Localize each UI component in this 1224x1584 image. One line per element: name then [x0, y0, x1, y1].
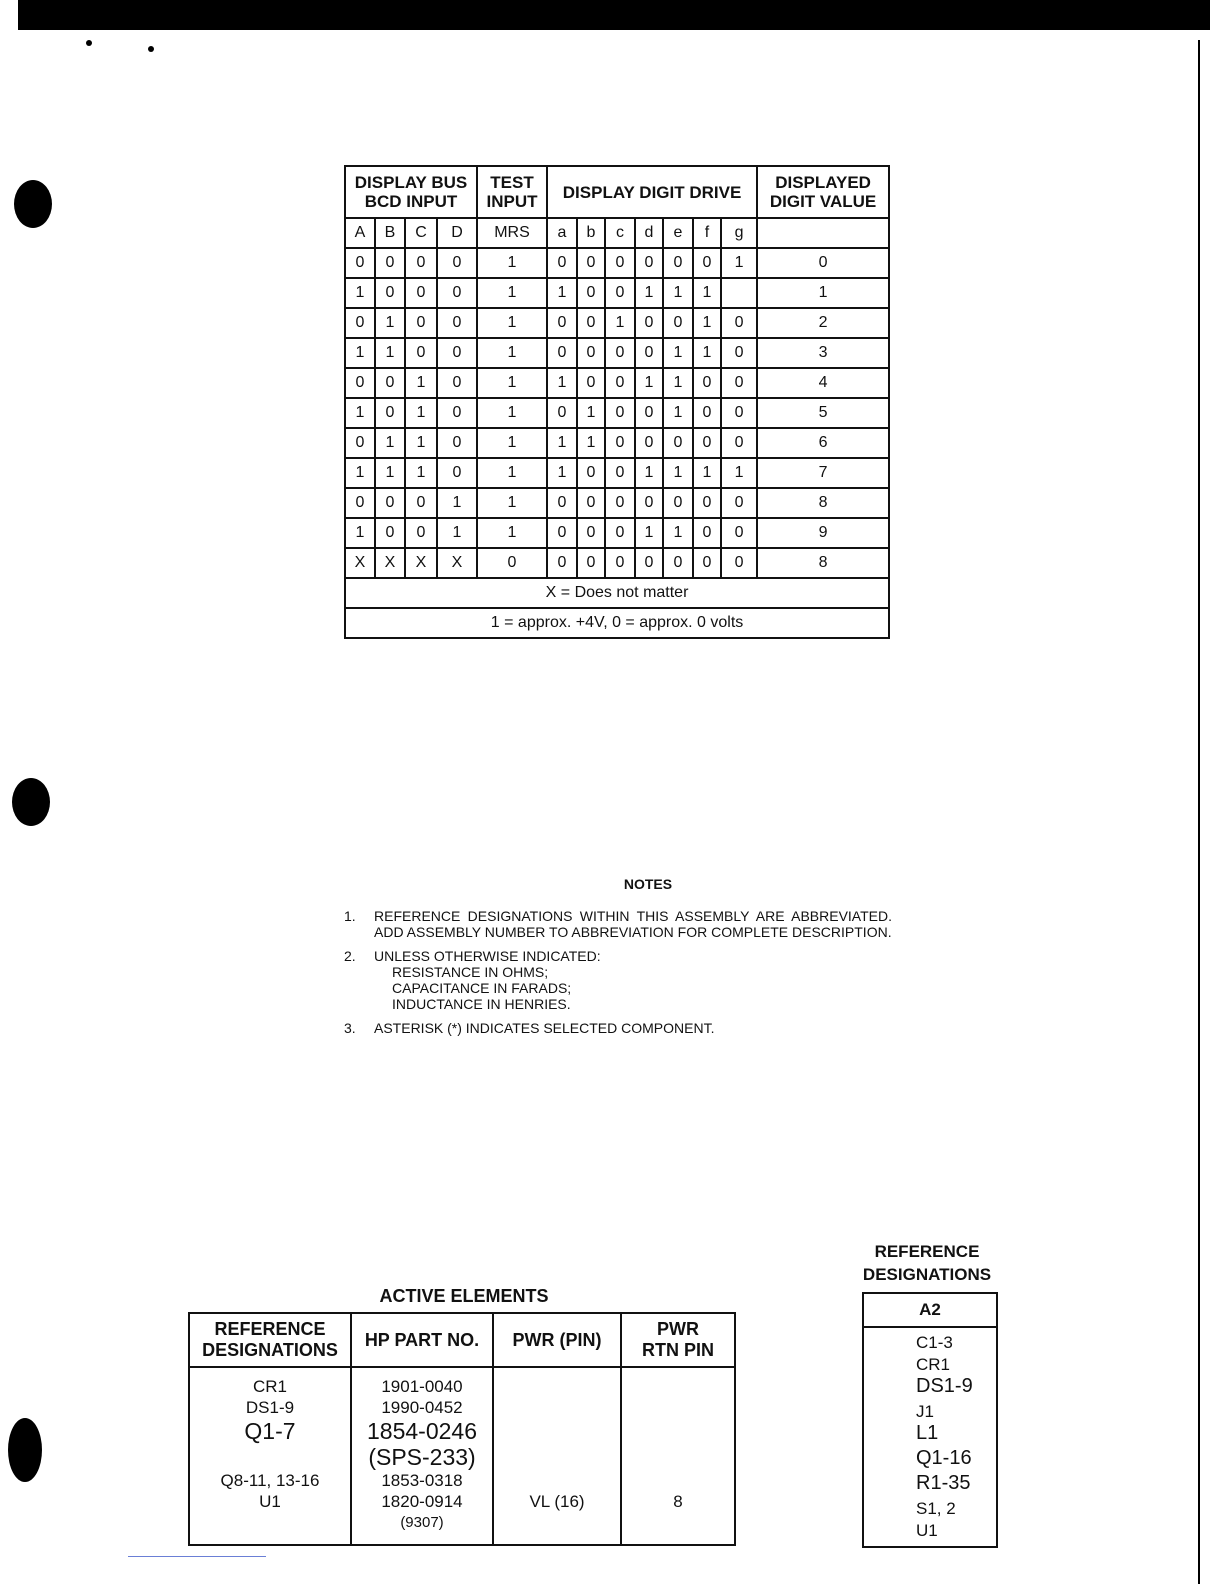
table-cell: 0 — [693, 548, 721, 578]
table-cell: 1 — [477, 308, 547, 338]
header-line: HP PART NO. — [364, 1329, 480, 1350]
pwr-pin-value: VL (16) — [529, 1492, 585, 1511]
table-cell: 0 — [605, 278, 635, 308]
column-header: f — [693, 218, 721, 248]
table-cell: 6 — [757, 428, 889, 458]
reference-item: S1, 2 — [916, 1499, 956, 1518]
table-cell: 1 — [663, 278, 693, 308]
hp-part-number: (SPS-233) — [368, 1444, 476, 1470]
table-cell: 1 — [477, 488, 547, 518]
table-cell: 1 — [477, 338, 547, 368]
table-cell: 0 — [721, 368, 757, 398]
hp-part-number: 1901-0040 — [381, 1377, 463, 1396]
table-cell: 0 — [405, 338, 437, 368]
table-cell: X — [375, 548, 405, 578]
table-cell: 0 — [577, 548, 605, 578]
binder-hole-bottom — [8, 1418, 42, 1482]
truth-table-footnote-voltage: 1 = approx. +4V, 0 = approx. 0 volts — [345, 608, 889, 638]
column-header — [757, 218, 889, 248]
table-cell: 5 — [757, 398, 889, 428]
header-line: DISPLAY BUS — [354, 173, 468, 192]
hp-part-number: 1854-0246 — [367, 1418, 477, 1444]
note-line: CAPACITANCE IN FARADS; — [392, 980, 572, 996]
ref-designation: Q8-11, 13-16 — [220, 1471, 320, 1490]
column-header: d — [635, 218, 663, 248]
table-cell: 0 — [375, 518, 405, 548]
header-pwr-pin — [493, 1313, 621, 1367]
table-row — [345, 338, 889, 368]
table-row — [345, 458, 889, 488]
table-cell: 1 — [605, 308, 635, 338]
table-cell: 0 — [663, 248, 693, 278]
header-line: BCD INPUT — [364, 192, 458, 211]
note-text: ASTERISK (*) INDICATES SELECTED COMPONENT. — [374, 1020, 715, 1036]
header-line: INPUT — [486, 192, 538, 211]
table-cell: 1 — [547, 368, 577, 398]
table-cell: 1 — [635, 278, 663, 308]
table-row — [345, 518, 889, 548]
column-header: B — [375, 218, 405, 248]
table-cell: 1 — [721, 248, 757, 278]
table-cell: 0 — [345, 368, 375, 398]
table-row — [345, 398, 889, 428]
binder-hole-middle — [12, 778, 50, 826]
table-cell — [721, 278, 757, 308]
note-line: RESISTANCE IN OHMS; — [392, 964, 549, 980]
table-cell: X — [345, 548, 375, 578]
group-header-test-input — [477, 166, 547, 218]
header-line: TEST — [490, 173, 534, 192]
table-cell: 1 — [477, 518, 547, 548]
note-item — [344, 948, 892, 1012]
ref-designation: U1 — [259, 1492, 281, 1511]
table-cell: 0 — [635, 488, 663, 518]
table-cell: 1 — [693, 308, 721, 338]
table-cell: 0 — [721, 398, 757, 428]
table-cell: 0 — [437, 398, 477, 428]
table-cell: 0 — [577, 458, 605, 488]
hp-part-number: 1820-0914 — [381, 1492, 463, 1511]
table-cell: 1 — [663, 338, 693, 368]
table-cell: 0 — [437, 278, 477, 308]
blank-line — [622, 1418, 734, 1444]
table-cell: 0 — [635, 398, 663, 428]
column-header: C — [405, 218, 437, 248]
reference-designations-table — [862, 1292, 998, 1548]
table-cell: 8 — [757, 488, 889, 518]
note-item — [344, 908, 892, 940]
ref-designation-spacer — [190, 1444, 350, 1470]
blank-line — [622, 1444, 734, 1470]
group-header-digit-value — [757, 166, 889, 218]
table-cell: 0 — [577, 368, 605, 398]
table-cell: 0 — [577, 248, 605, 278]
hp-part-number: 1853-0318 — [381, 1471, 463, 1490]
table-cell: 0 — [693, 398, 721, 428]
table-cell: 1 — [405, 428, 437, 458]
table-cell: 1 — [635, 518, 663, 548]
table-cell: 0 — [375, 368, 405, 398]
table-cell: 0 — [577, 518, 605, 548]
scan-top-edge — [18, 0, 1210, 30]
table-cell: 1 — [547, 458, 577, 488]
table-cell: 0 — [437, 368, 477, 398]
reference-designations-title — [856, 1240, 998, 1286]
table-cell: 1 — [375, 458, 405, 488]
table-cell: 1 — [663, 458, 693, 488]
table-cell: 0 — [437, 338, 477, 368]
column-header: b — [577, 218, 605, 248]
table-cell: 0 — [721, 338, 757, 368]
table-cell: 0 — [605, 548, 635, 578]
display-truth-table — [344, 165, 890, 639]
bottom-rule — [128, 1556, 266, 1557]
table-cell: 0 — [345, 488, 375, 518]
table-cell: 0 — [345, 248, 375, 278]
table-cell: 1 — [635, 368, 663, 398]
note-number: 3. — [344, 1020, 356, 1036]
blank-line — [494, 1444, 620, 1470]
table-cell: 0 — [477, 548, 547, 578]
scan-speck — [148, 46, 154, 52]
table-cell: 0 — [721, 308, 757, 338]
table-cell: 1 — [477, 458, 547, 488]
table-cell: 0 — [375, 488, 405, 518]
table-cell: 0 — [693, 488, 721, 518]
table-cell: 1 — [345, 278, 375, 308]
table-cell: 7 — [757, 458, 889, 488]
table-cell: 0 — [635, 428, 663, 458]
table-cell: 0 — [721, 428, 757, 458]
note-item — [344, 1020, 892, 1036]
column-header: D — [437, 218, 477, 248]
table-cell: 0 — [437, 308, 477, 338]
pwr-rtn-pin-cell — [621, 1367, 735, 1545]
group-header-digit-drive — [547, 166, 757, 218]
table-row — [345, 428, 889, 458]
table-cell: 0 — [405, 488, 437, 518]
table-cell: 1 — [663, 368, 693, 398]
table-cell: 1 — [405, 398, 437, 428]
table-cell: 1 — [663, 398, 693, 428]
table-cell: 1 — [375, 308, 405, 338]
table-cell: 2 — [757, 308, 889, 338]
table-cell: 1 — [547, 278, 577, 308]
table-cell: 0 — [547, 488, 577, 518]
table-row — [345, 488, 889, 518]
table-cell: 0 — [547, 518, 577, 548]
table-cell: 0 — [375, 248, 405, 278]
table-row — [345, 248, 889, 278]
truth-table-footnote-x: X = Does not matter — [345, 578, 889, 608]
table-cell: 1 — [437, 518, 477, 548]
column-header: g — [721, 218, 757, 248]
header-pwr-rtn-pin — [621, 1313, 735, 1367]
table-cell: 0 — [693, 428, 721, 458]
pwr-pin-cell — [493, 1367, 621, 1545]
table-cell: 1 — [477, 428, 547, 458]
table-cell: 1 — [477, 248, 547, 278]
table-cell: 0 — [605, 428, 635, 458]
column-header: c — [605, 218, 635, 248]
table-cell: 1 — [405, 458, 437, 488]
note-number: 2. — [344, 948, 356, 964]
reference-item: R1-35 — [916, 1472, 971, 1494]
blank-line — [494, 1376, 620, 1397]
table-cell: 0 — [345, 308, 375, 338]
note-text — [374, 948, 892, 1012]
table-cell: 1 — [693, 278, 721, 308]
table-row — [345, 548, 889, 578]
header-line: DESIGNATIONS — [202, 1340, 338, 1360]
table-cell: 0 — [605, 398, 635, 428]
table-cell: 0 — [375, 398, 405, 428]
header-line: PWR — [657, 1319, 699, 1339]
table-cell: 1 — [375, 338, 405, 368]
scan-right-edge — [1198, 40, 1200, 1584]
table-cell: 0 — [547, 548, 577, 578]
column-header: a — [547, 218, 577, 248]
hp-part-number: (9307) — [400, 1514, 444, 1531]
table-cell: 0 — [577, 278, 605, 308]
table-cell: 1 — [375, 428, 405, 458]
table-cell: 1 — [477, 278, 547, 308]
assembly-header: A2 — [863, 1293, 997, 1327]
table-cell: 0 — [721, 518, 757, 548]
notes-title: NOTES — [623, 876, 673, 892]
table-cell: 0 — [663, 308, 693, 338]
table-cell: 0 — [405, 308, 437, 338]
table-cell: 0 — [405, 518, 437, 548]
column-header: MRS — [477, 218, 547, 248]
blank-line — [622, 1376, 734, 1397]
table-cell: 0 — [577, 488, 605, 518]
reference-item: CR1 — [916, 1355, 951, 1374]
table-cell: 1 — [345, 518, 375, 548]
table-cell: 0 — [437, 428, 477, 458]
header-hp-part-no — [351, 1313, 493, 1367]
reference-item: DS1-9 — [916, 1375, 973, 1397]
ref-designation: Q1-7 — [244, 1418, 296, 1444]
table-cell: 1 — [721, 458, 757, 488]
active-elements-title: ACTIVE ELEMENTS — [379, 1286, 549, 1306]
table-cell: 0 — [693, 368, 721, 398]
table-cell: 0 — [693, 518, 721, 548]
table-cell: 0 — [663, 488, 693, 518]
table-cell: 0 — [605, 248, 635, 278]
blank-line — [494, 1418, 620, 1444]
table-cell: 0 — [577, 338, 605, 368]
table-cell: 1 — [693, 338, 721, 368]
table-cell: 0 — [635, 548, 663, 578]
table-cell: 0 — [375, 278, 405, 308]
header-line: DIGIT VALUE — [769, 192, 877, 211]
reference-item: U1 — [916, 1521, 938, 1540]
table-row — [345, 368, 889, 398]
table-cell: 0 — [605, 458, 635, 488]
table-row — [345, 308, 889, 338]
ref-designation-cell — [189, 1367, 351, 1545]
reference-list — [863, 1327, 997, 1547]
header-line: PWR (PIN) — [512, 1329, 602, 1350]
table-cell: 1 — [693, 458, 721, 488]
reference-item: L1 — [916, 1422, 939, 1444]
notes-section — [344, 876, 892, 1044]
table-cell: 0 — [693, 248, 721, 278]
group-header-bcd-input — [345, 166, 477, 218]
table-cell: 8 — [757, 548, 889, 578]
table-cell: 1 — [477, 368, 547, 398]
note-line: UNLESS OTHERWISE INDICATED: — [374, 948, 601, 964]
title-line: DESIGNATIONS — [862, 1265, 992, 1284]
table-cell: 0 — [547, 338, 577, 368]
ref-designation: CR1 — [252, 1377, 287, 1396]
table-cell: 0 — [605, 368, 635, 398]
header-line: DISPLAYED — [775, 173, 871, 192]
table-cell: 9 — [757, 518, 889, 548]
table-cell: 0 — [721, 548, 757, 578]
table-cell: 1 — [345, 338, 375, 368]
table-cell: 1 — [437, 488, 477, 518]
table-cell: 0 — [635, 248, 663, 278]
table-cell: 1 — [635, 458, 663, 488]
note-line: INDUCTANCE IN HENRIES. — [392, 996, 571, 1012]
blank-line — [622, 1397, 734, 1418]
note-text: REFERENCE DESIGNATIONS WITHIN THIS ASSEMBLY ARE ABBREVIATED. ADD ASSEMBLY NUMBER TO ABBREVIATION FOR COMPLETE DESCRIPTION. — [374, 908, 892, 940]
table-cell: 4 — [757, 368, 889, 398]
table-cell: 0 — [547, 398, 577, 428]
header-line: REFERENCE — [214, 1319, 326, 1339]
table-cell: 1 — [345, 458, 375, 488]
header-line: RTN PIN — [642, 1340, 714, 1360]
table-cell: 0 — [757, 248, 889, 278]
table-cell: 0 — [437, 458, 477, 488]
table-cell: 0 — [663, 548, 693, 578]
table-cell: 0 — [605, 518, 635, 548]
note-number: 1. — [344, 908, 356, 924]
hp-part-number: 1990-0452 — [381, 1398, 463, 1417]
table-cell: 1 — [405, 368, 437, 398]
table-cell: 3 — [757, 338, 889, 368]
blank-line — [494, 1470, 620, 1491]
table-cell: 0 — [605, 488, 635, 518]
table-cell: 0 — [547, 248, 577, 278]
blank-line — [622, 1470, 734, 1491]
reference-item: J1 — [916, 1402, 934, 1421]
table-cell: 0 — [635, 338, 663, 368]
hp-part-number-cell — [351, 1367, 493, 1545]
table-cell: 0 — [345, 428, 375, 458]
binder-hole-top — [14, 180, 52, 228]
table-cell: 0 — [405, 248, 437, 278]
blank-line — [494, 1397, 620, 1418]
table-cell: 0 — [635, 308, 663, 338]
pwr-rtn-pin-value: 8 — [673, 1492, 683, 1511]
table-cell: 1 — [577, 428, 605, 458]
reference-item: C1-3 — [916, 1333, 953, 1352]
table-cell: 0 — [721, 488, 757, 518]
table-cell: 1 — [757, 278, 889, 308]
table-row — [345, 278, 889, 308]
table-cell: 1 — [663, 518, 693, 548]
table-cell: X — [437, 548, 477, 578]
header-line: DISPLAY DIGIT DRIVE — [562, 182, 742, 202]
table-cell: 0 — [547, 308, 577, 338]
table-cell: 1 — [345, 398, 375, 428]
column-header: e — [663, 218, 693, 248]
header-reference-designations — [189, 1313, 351, 1367]
table-cell: 0 — [605, 338, 635, 368]
table-cell: 0 — [663, 428, 693, 458]
active-elements-table — [188, 1312, 736, 1546]
table-cell: 0 — [577, 308, 605, 338]
table-cell: 0 — [405, 278, 437, 308]
table-cell: X — [405, 548, 437, 578]
reference-item: Q1-16 — [916, 1447, 972, 1469]
scan-speck — [86, 40, 92, 46]
table-cell: 1 — [477, 398, 547, 428]
ref-designation: DS1-9 — [245, 1398, 295, 1417]
column-header: A — [345, 218, 375, 248]
table-cell: 1 — [577, 398, 605, 428]
table-cell: 1 — [547, 428, 577, 458]
title-line: REFERENCE — [874, 1242, 980, 1261]
table-cell: 0 — [437, 248, 477, 278]
